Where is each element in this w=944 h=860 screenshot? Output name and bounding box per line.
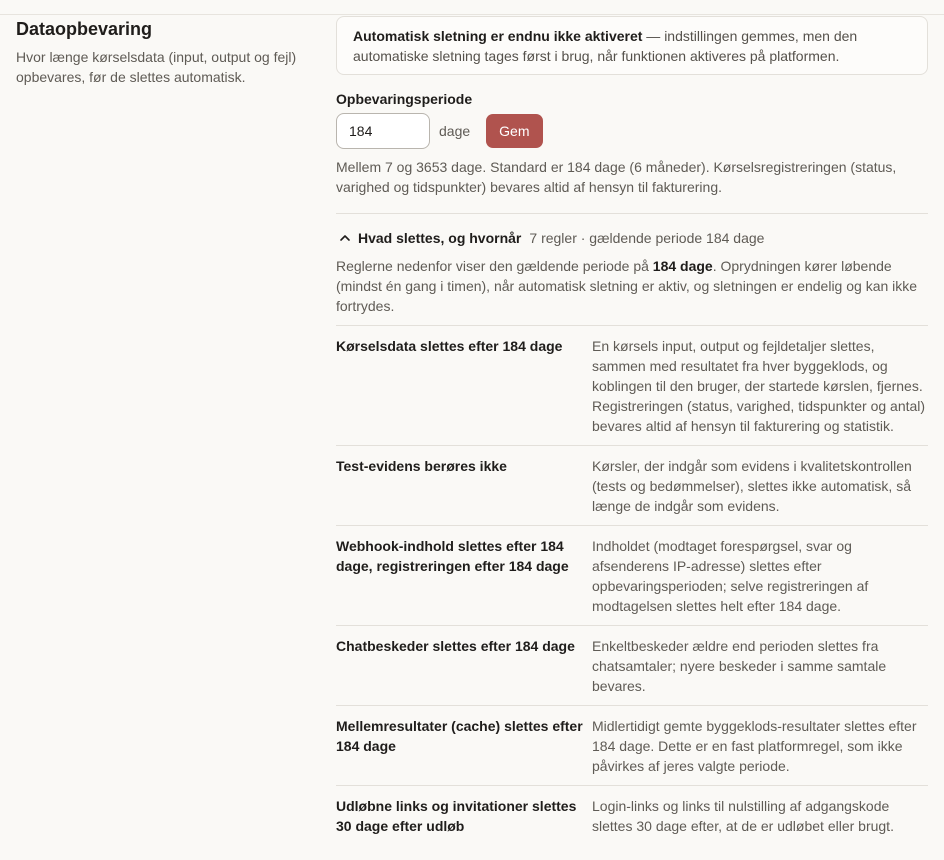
section-title: Dataopbevaring xyxy=(16,19,153,39)
rule-row xyxy=(336,445,928,525)
rule-description: Midlertidigt gemte byggeklods-resultater slettes efter 184 dage. Dette er en fast platformregel, som ikke påvirkes af jeres valgte periode. xyxy=(592,718,917,774)
rule-description: Kørsler, der indgår som evidens i kvalitetskontrollen (tests og bedømmelser), slettes ikke automatisk, så længe de indgår som evidens. xyxy=(592,458,912,514)
rule-row xyxy=(336,705,928,785)
rule-name: Test-evidens berøres ikke xyxy=(336,458,507,474)
notice-strong: Automatisk sletning er endnu ikke aktiveret xyxy=(353,28,643,44)
days-unit-label: dage xyxy=(439,123,471,139)
section-header xyxy=(16,18,306,87)
rule-description: Indholdet (modtaget forespørgsel, svar og afsenderens IP-adresse) slettes efter opbevaringsperioden; selve registreringen af modtagelsen slettes helt efter 184 dage. xyxy=(592,538,869,614)
rule-name: Mellemresultater (cache) slettes efter 184 dage xyxy=(336,718,583,754)
save-button[interactable]: Gem xyxy=(486,114,542,148)
rules-intro-text-end: . Oprydningen kører løbende (mindst én gang i timen), når automatisk sletning er aktiv, og sletningen er endelig og kan ikke fortrydes. xyxy=(336,258,918,314)
rules-intro xyxy=(336,256,928,325)
rule-description: Login-links og links til nulstilling af adgangskode slettes 30 dage efter, at de er udløbet eller brugt. xyxy=(592,798,894,834)
rules-meta: 7 regler · gældende periode 184 dage xyxy=(529,230,765,246)
inactive-notice xyxy=(336,16,928,75)
rule-description: En kørsels input, output og fejldetaljer slettes, sammen med resultatet fra hver byggeklods, og koblingen til den bruger, der startede kørslen, fjernes. Registreringen (status, varighed, tidspunkter og antal) bevares altid af hensyn til fakturering og statistik. xyxy=(592,338,926,434)
retention-days-input[interactable] xyxy=(336,113,430,149)
rules-intro-period: 184 dage xyxy=(652,258,713,274)
chevron-up-icon xyxy=(338,231,352,245)
retention-period-label: Opbevaringsperiode xyxy=(336,91,473,107)
rule-name: Webhook-indhold slettes efter 184 dage, registreringen efter 184 dage xyxy=(336,538,569,574)
retention-settings xyxy=(336,16,928,845)
rule-name: Kørselsdata slettes efter 184 dage xyxy=(336,338,563,354)
rule-description: Enkeltbeskeder ældre end perioden slettes fra chatsamtaler; nyere beskeder i samme samtale bevares. xyxy=(592,638,887,694)
retention-help-text: Mellem 7 og 3653 dage. Standard er 184 dage (6 måneder). Kørselsregistreringen (status, varighed og tidspunkter) bevares altid af hensyn til fakturering. xyxy=(336,159,897,195)
rules-list xyxy=(336,325,928,845)
retention-period-row xyxy=(336,113,928,149)
rule-row xyxy=(336,785,928,845)
rule-name: Chatbeskeder slettes efter 184 dage xyxy=(336,638,575,654)
section-description: Hvor længe kørselsdata (input, output og fejl) opbevares, før de slettes automatisk. xyxy=(16,49,297,85)
notice-text: — indstillingen gemmes, men den automatiske sletning tages først i brug, når funktionen aktiveres på platformen. xyxy=(353,28,858,64)
rule-row xyxy=(336,625,928,705)
rule-row xyxy=(336,525,928,625)
rule-row xyxy=(336,325,928,445)
top-divider xyxy=(0,14,944,15)
rules-title: Hvad slettes, og hvornår xyxy=(358,230,522,246)
rules-toggle[interactable] xyxy=(336,214,928,262)
rule-name: Udløbne links og invitationer slettes 30 dage efter udløb xyxy=(336,798,577,834)
rules-intro-text: Reglerne nedenfor viser den gældende periode på xyxy=(336,258,653,274)
